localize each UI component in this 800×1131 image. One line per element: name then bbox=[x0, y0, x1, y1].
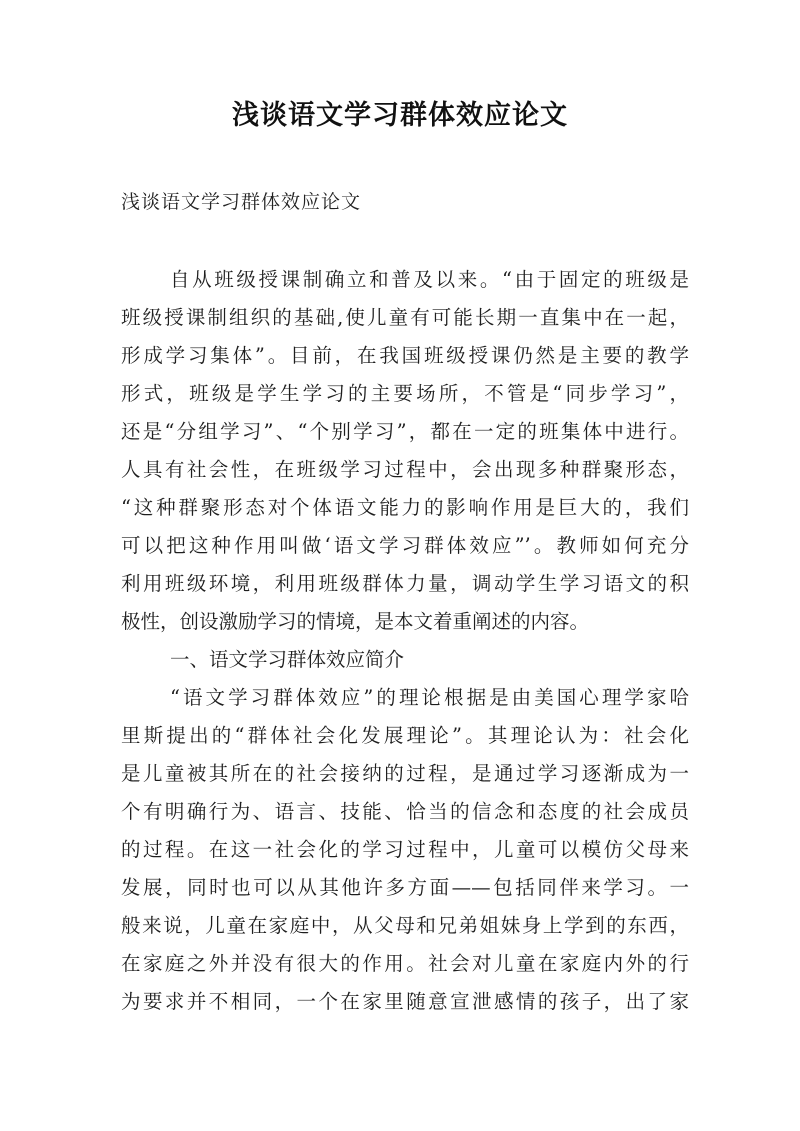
paragraph-line: 可以把这种作用叫做‘语文学习群体效应”’。教师如何充分 bbox=[121, 534, 689, 557]
document-title: 浅谈语文学习群体效应论文 bbox=[232, 100, 568, 131]
paragraph-line: 发展，同时也可以从其他许多方面——包括同伴来学习。一 bbox=[121, 876, 689, 899]
paragraph-line: 形式，班级是学生学习的主要场所，不管是“同步学习”， bbox=[121, 382, 689, 405]
paragraph-line: “语文学习群体效应”的理论根据是由美国心理学家哈 bbox=[170, 686, 689, 709]
paragraph-line: 里斯提出的“群体社会化发展理论”。其理论认为：社会化 bbox=[121, 724, 689, 747]
paragraph-line: 般来说，儿童在家庭中，从父母和兄弟姐妹身上学到的东西， bbox=[121, 914, 689, 937]
document-subtitle: 浅谈语文学习群体效应论文 bbox=[121, 191, 362, 213]
paragraph-line: 还是“分组学习”、“个别学习”，都在一定的班集体中进行。 bbox=[121, 420, 689, 443]
section-heading: 一、语文学习群体效应简介 bbox=[170, 648, 405, 671]
paragraph-line: 的过程。在这一社会化的学习过程中，儿童可以模仿父母来 bbox=[121, 838, 689, 861]
paragraph-line: “这种群聚形态对个体语文能力的影响作用是巨大的，我们 bbox=[121, 496, 689, 519]
paragraph-line: 是儿童被其所在的社会接纳的过程，是通过学习逐渐成为一 bbox=[121, 762, 689, 785]
paragraph-line: 班级授课制组织的基础,使儿童有可能长期一直集中在一起， bbox=[121, 306, 689, 329]
paragraph-line: 在家庭之外并没有很大的作用。社会对儿童在家庭内外的行 bbox=[121, 952, 689, 975]
paragraph-line: 人具有社会性，在班级学习过程中，会出现多种群聚形态， bbox=[121, 458, 689, 481]
paragraph-line: 个有明确行为、语言、技能、恰当的信念和态度的社会成员 bbox=[121, 800, 689, 823]
paragraph-line: 自从班级授课制确立和普及以来。“由于固定的班级是 bbox=[170, 268, 689, 291]
paragraph-line: 极性，创设激励学习的情境，是本文着重阐述的内容。 bbox=[121, 610, 590, 633]
paragraph-line: 为要求并不相同，一个在家里随意宣泄感情的孩子，出了家 bbox=[121, 990, 689, 1013]
paragraph-line: 利用班级环境，利用班级群体力量，调动学生学习语文的积 bbox=[121, 572, 689, 595]
paragraph-line: 形成学习集体”。目前，在我国班级授课仍然是主要的教学 bbox=[121, 344, 689, 367]
